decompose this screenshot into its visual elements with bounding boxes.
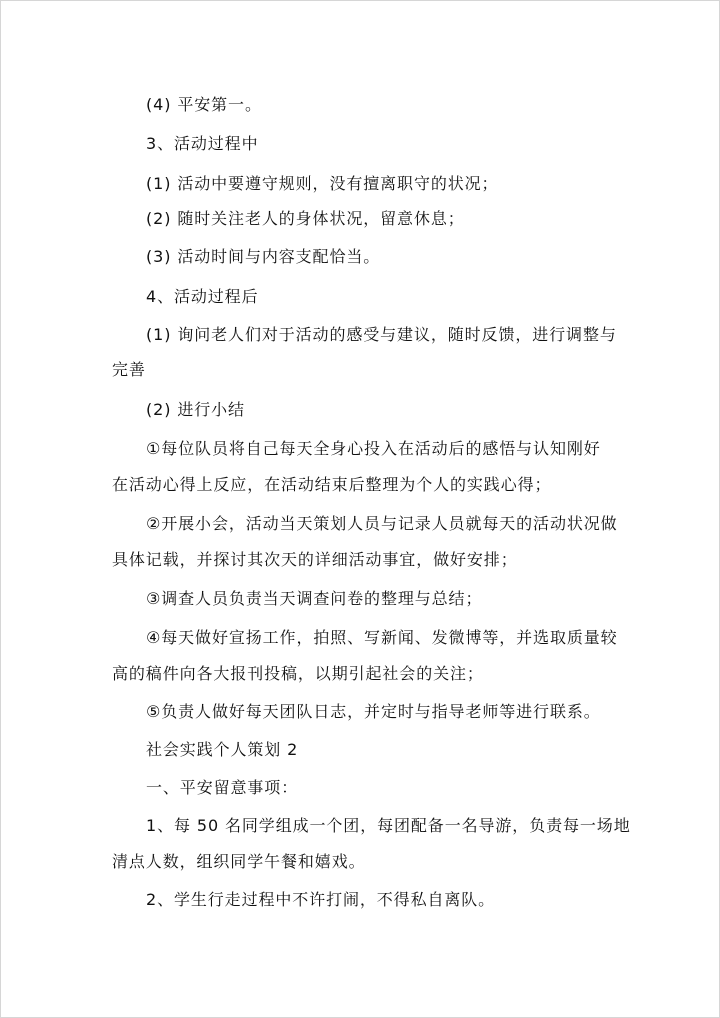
text-line: ④每天做好宣扬工作，拍照、写新闻、发微博等，并选取质量较 xyxy=(146,628,618,647)
text-line: (2) 随时关注老人的身体状况，留意休息； xyxy=(146,209,465,228)
text-line: ②开展小会，活动当天策划人员与记录人员就每天的活动状况做 xyxy=(146,514,618,533)
text-line: (1) 活动中要遵守规则，没有擅离职守的状况； xyxy=(146,174,499,193)
text-line: 1、每 50 名同学组成一个团，每团配备一名导游，负责每一场地 xyxy=(146,816,631,835)
text-line: 清点人数，组织同学午餐和嬉戏。 xyxy=(112,852,366,871)
section-heading: 一、平安留意事项： xyxy=(146,778,299,797)
section-heading: 3、活动过程中 xyxy=(146,134,259,153)
text-line: 具体记载，并探讨其次天的详细活动事宜，做好安排； xyxy=(112,550,518,569)
text-line: (3) 活动时间与内容支配恰当。 xyxy=(146,247,381,266)
section-heading: 4、活动过程后 xyxy=(146,287,259,306)
text-line: 在活动心得上反应，在活动结束后整理为个人的实践心得； xyxy=(112,475,552,494)
text-line: ⑤负责人做好每天团队日志，并定时与指导老师等进行联系。 xyxy=(146,702,601,721)
text-line: 2、学生行走过程中不许打闹，不得私自离队。 xyxy=(146,890,496,909)
section-title: 社会实践个人策划 2 xyxy=(146,740,299,759)
text-line: (1) 询问老人们对于活动的感受与建议，随时反馈，进行调整与 xyxy=(146,325,617,344)
text-line: ③调查人员负责当天调查问卷的整理与总结； xyxy=(146,589,483,608)
text-line: 高的稿件向各大报刊投稿，以期引起社会的关注； xyxy=(112,664,484,683)
text-line: ①每位队员将自己每天全身心投入在活动后的感悟与认知刚好 xyxy=(146,439,601,458)
text-line: (2) 进行小结 xyxy=(146,400,245,419)
text-line: 完善 xyxy=(112,360,146,379)
text-line: (4) 平安第一。 xyxy=(146,95,262,114)
